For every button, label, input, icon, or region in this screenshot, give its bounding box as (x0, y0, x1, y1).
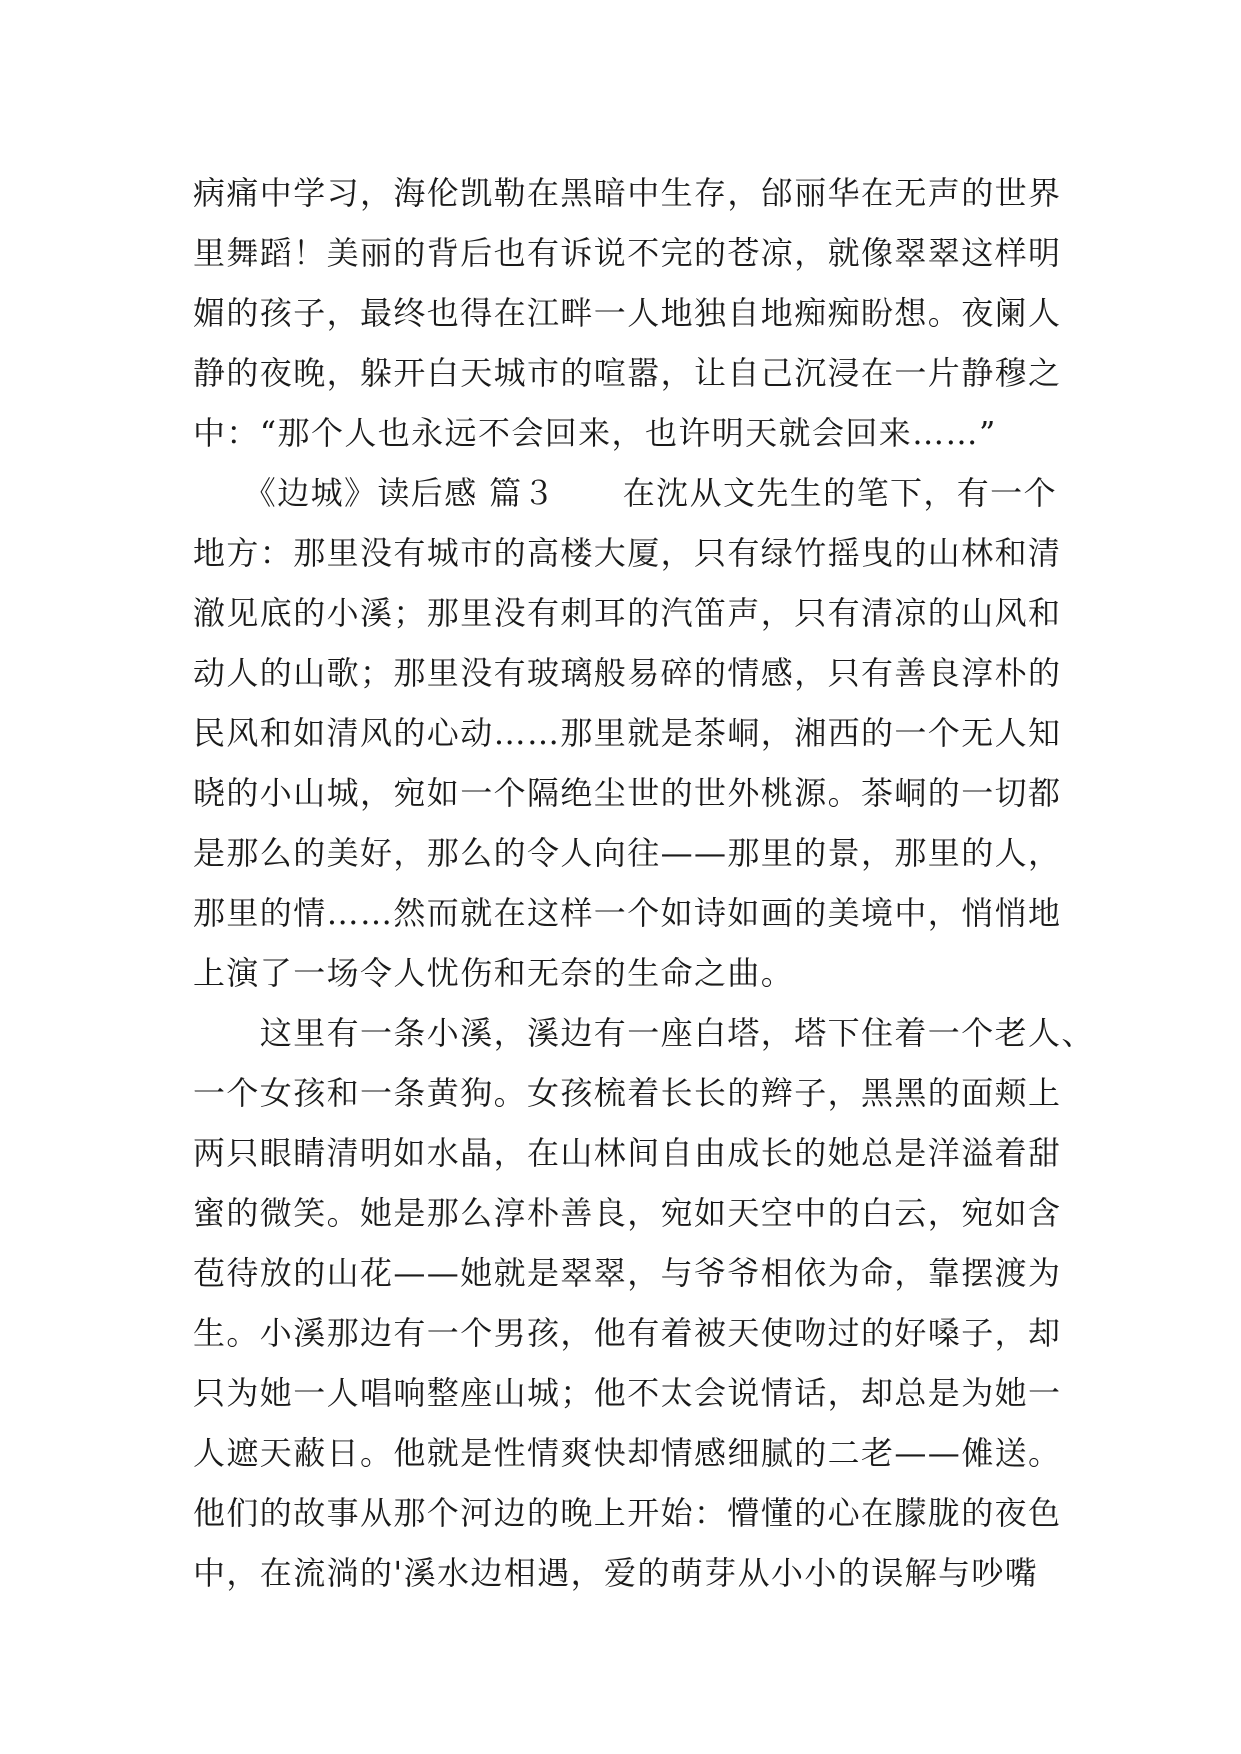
text-line: 只为她一人唱响整座山城；他不太会说情话，却总是为她一 (193, 1374, 1062, 1412)
text-line: 晓的小山城，宛如一个隔绝尘世的世外桃源。茶峒的一切都 (193, 774, 1062, 812)
text-line: 中：“那个人也永远不会回来，也许明天就会回来……” (193, 414, 997, 452)
text-line: 一个女孩和一条黄狗。女孩梳着长长的辫子，黑黑的面颊上 (193, 1074, 1062, 1112)
text-line: 动人的山歌；那里没有玻璃般易碎的情感，只有善良淳朴的 (193, 654, 1062, 692)
text-line: 那里的情……然而就在这样一个如诗如画的美境中，悄悄地 (193, 894, 1062, 932)
text-line: 他们的故事从那个河边的晚上开始：懵懂的心在朦胧的夜色 (193, 1494, 1062, 1532)
text-line: 媚的孩子，最终也得在江畔一人地独自地痴痴盼想。夜阑人 (193, 294, 1062, 332)
text-line: 蜜的微笑。她是那么淳朴善良，宛如天空中的白云，宛如含 (193, 1194, 1062, 1232)
text-line: 上演了一场令人忧伤和无奈的生命之曲。 (193, 954, 795, 992)
paragraph-start-line: 这里有一条小溪，溪边有一座白塔，塔下住着一个老人、 (193, 1014, 1095, 1052)
section-heading-line: 《边城》读后感 篇３ 在沈从文先生的笔下，有一个 (193, 474, 1057, 512)
text-line: 苞待放的山花——她就是翠翠，与爷爷相依为命，靠摆渡为 (193, 1254, 1062, 1292)
text-line: 澈见底的小溪；那里没有刺耳的汽笛声，只有清凉的山风和 (193, 594, 1062, 632)
text-line: 人遮天蔽日。他就是性情爽快却情感细腻的二老——傩送。 (193, 1434, 1062, 1472)
text-line: 里舞蹈！美丽的背后也有诉说不完的苍凉，就像翠翠这样明 (193, 234, 1062, 272)
text-line: 民风和如清风的心动……那里就是茶峒，湘西的一个无人知 (193, 714, 1062, 752)
text-line: 中，在流淌的'溪水边相遇，爱的萌芽从小小的误解与吵嘴 (193, 1554, 1039, 1592)
body-text (193, 163, 1095, 1603)
text-line: 静的夜晚，躲开白天城市的喧嚣，让自己沉浸在一片静穆之 (193, 354, 1062, 392)
text-line: 两只眼睛清明如水晶，在山林间自由成长的她总是洋溢着甜 (193, 1134, 1062, 1172)
text-line: 病痛中学习，海伦凯勒在黑暗中生存，邰丽华在无声的世界 (193, 174, 1062, 212)
text-line: 生。小溪那边有一个男孩，他有着被天使吻过的好嗓子，却 (193, 1314, 1062, 1352)
text-line: 是那么的美好，那么的令人向往——那里的景，那里的人， (193, 834, 1062, 872)
text-line: 地方：那里没有城市的高楼大厦，只有绿竹摇曳的山林和清 (193, 534, 1062, 572)
